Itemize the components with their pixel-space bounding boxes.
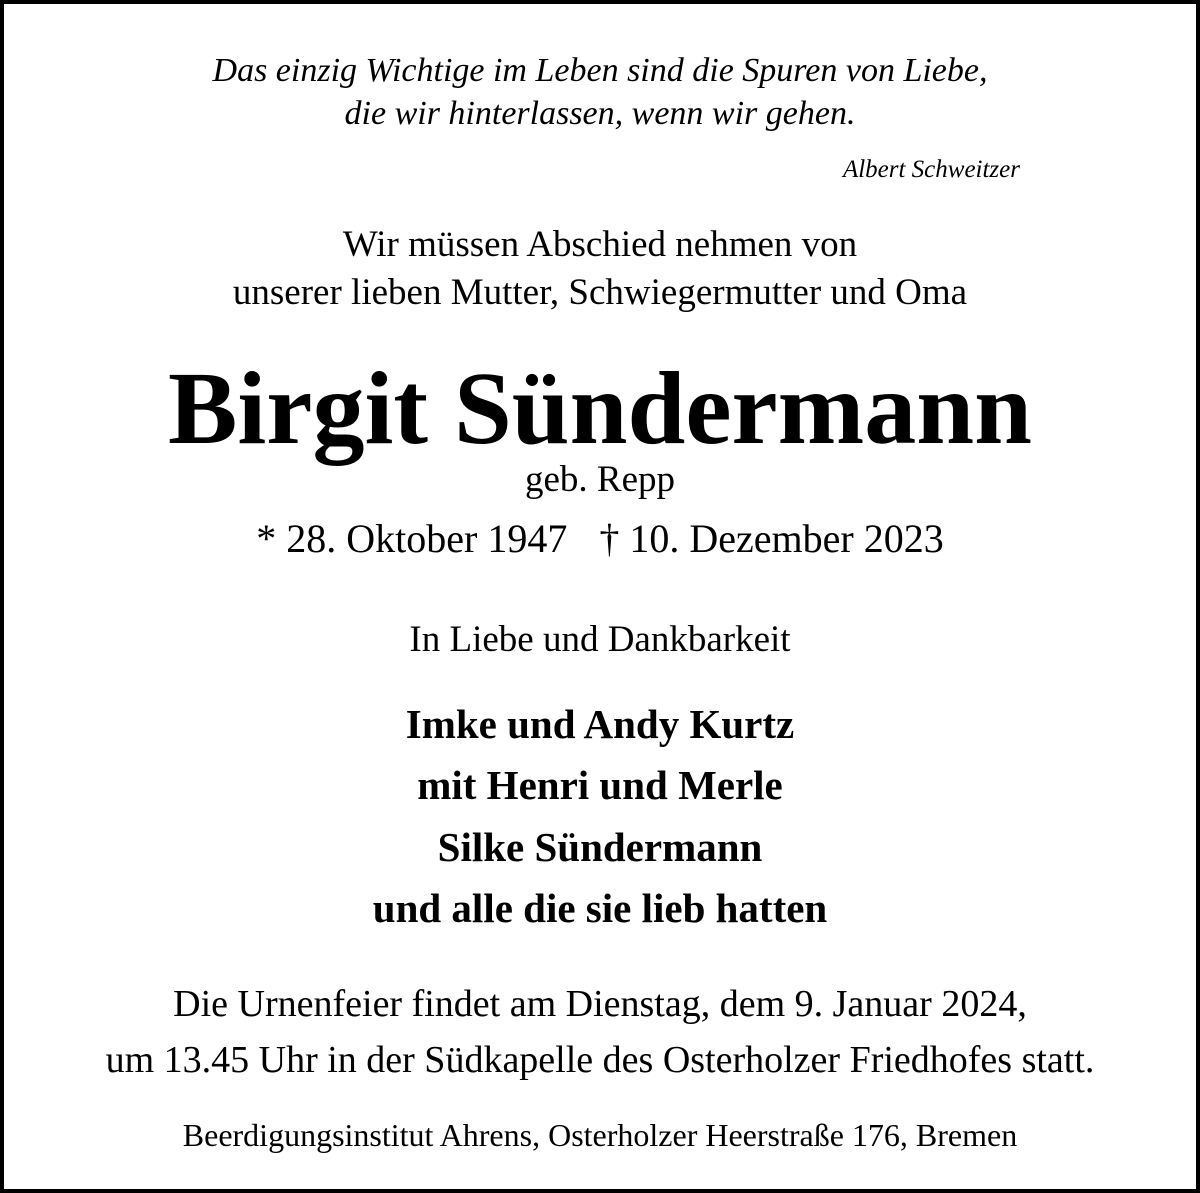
intro-line-2: unserer lieben Mutter, Schwiegermutter und Oma [232,272,968,313]
mourner-line: Imke und Andy Kurtz [405,701,795,747]
life-dates [4,516,1196,561]
ceremony-line-2: um 13.45 Uhr in der Südkapelle des Osterholzer Friedhofes statt. [105,1039,1095,1081]
mourner-line: mit Henri und Merle [417,762,783,808]
quote-line-1: Das einzig Wichtige im Leben sind die Spuren von Liebe, [212,52,988,89]
quote-line-2: die wir hinterlassen, wenn wir gehen. [344,95,856,132]
undertaker-line: Beerdigungsinstitut Ahrens, Osterholzer Heerstraße 176, Bremen [182,1117,1018,1153]
mourner-line: Silke Sündermann [437,824,763,870]
gratitude-line: In Liebe und Dankbarkeit [409,619,791,660]
deceased-name: Birgit Sündermann [168,351,1032,466]
death-date: † 10. Dezember 2023 [599,516,944,561]
quote-author: Albert Schweitzer [842,156,1020,183]
mourner-line: und alle die sie lieb hatten [372,885,828,931]
birth-name: geb. Repp [524,459,676,500]
birth-date: * 28. Oktober 1947 [256,516,568,561]
intro-line-1: Wir müssen Abschied nehmen von [342,224,858,265]
ceremony-line-1: Die Urnenfeier findet am Dienstag, dem 9. Januar 2024, [173,983,1027,1025]
